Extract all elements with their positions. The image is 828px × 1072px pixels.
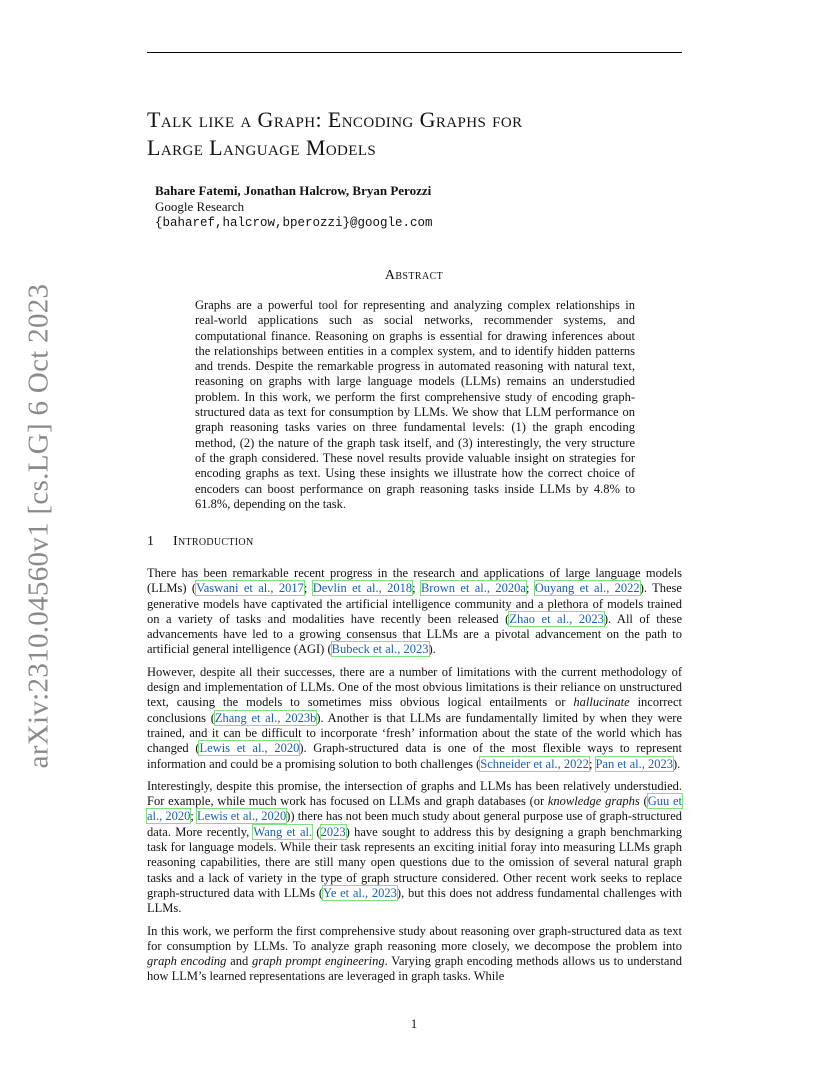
emphasis: hallucinate [573, 695, 630, 710]
text-run: ). These generative models have captivated the artificial intelligence community and a plethora of models trained on a variety of tasks and modalities have recently been released ( [147, 581, 682, 626]
citation-link[interactable]: Pan et al., 2023 [595, 756, 673, 771]
text-run: However, despite all their successes, there are a number of limitations with the current methodology of design and implementation of LLMs. One of the most obvious limitations is their reliance on unstructured text, causing the models to sometimes miss obvious logical entailments or [147, 664, 682, 710]
paper-title [147, 106, 707, 162]
author-email: {baharef,halcrow,bperozzi}@google.com [155, 216, 433, 230]
paragraph-1 [147, 566, 682, 658]
text-run: ; [190, 809, 198, 824]
emphasis: knowledge graphs [547, 794, 640, 809]
text-run: Interestingly, despite this promise, the intersection of graphs and LLMs has been relatively understudied. For example, while much work has focused on LLMs and graph databases (or [147, 778, 682, 809]
citation-link[interactable]: 2023 [320, 824, 346, 839]
text-run: ). Another is that LLMs are fundamentally limited by when they were trained, and it can be difficult to incorporate ‘fresh’ information about the state of the world which has changed ( [147, 710, 682, 756]
citation-link[interactable]: Ye et al., 2023 [323, 885, 397, 900]
paragraph-4 [147, 924, 682, 985]
text-run: ; [588, 756, 596, 771]
abstract-heading: Abstract [384, 268, 444, 283]
citation-link[interactable]: Lewis et al., 2020 [197, 809, 287, 824]
citation-link[interactable]: Vaswani et al., 2017 [196, 581, 304, 596]
text-run: ). [672, 756, 681, 771]
text-run: ; [412, 581, 421, 596]
text-run: ), but this does not address fundamental challenges with LLMs. [147, 885, 683, 916]
abstract-text: Graphs are a powerful tool for representing and analyzing complex relationships in real-world applications such as social networks, recommender systems, and computational finance. Reasoning on graphs is essential for drawing inferences about the relationships between entities in a complex system, and to identify hidden patterns and trends. Despite the remarkable progress in automated reasoning with natural text, reasoning on graphs with large language models (LLMs) remains an understudied problem. In this work, we perform the first comprehensive study of encoding graph-structured data as text for consumption by LLMs. We show that LLM performance on graph reasoning tasks varies on three fundamental levels: (1) the graph encoding method, (2) the nature of the graph task itself, and (3) interestingly, the very structure of the graph considered. These novel results provide valuable insight on strategies for encoding graphs as text. Using these insights we illustrate how the correct choice of encoders can boost performance on graph reasoning tasks inside LLMs by 4.8% to 61.8%, depending on the task. [195, 298, 635, 511]
top-rule [147, 52, 682, 53]
title-line-2: Large Language Models [147, 135, 377, 160]
citation-link[interactable]: Brown et al., 2020a [420, 581, 526, 596]
arxiv-sidebar [14, 283, 64, 769]
text-run: ). All of these advancements have led to a growing consensus that LLMs are a pivotal advancement on the path to artificial general intelligence (AGI) ( [147, 611, 682, 657]
text-run: ). [428, 642, 436, 657]
citation-link[interactable]: Devlin et al., 2018 [312, 581, 413, 596]
page-number: 1 [410, 1016, 418, 1031]
citation-link[interactable]: Schneider et al., 2022 [480, 756, 589, 771]
section-title: Introduction [173, 534, 254, 549]
text-run: ; [303, 581, 313, 596]
arxiv-identifier: arXiv:2310.04560v1 [cs.LG] 6 Oct 2023 [22, 283, 55, 769]
text-run: ) have sought to address this by designing a graph benchmarking task for language models. While their task represents an exciting initial foray into measuring LLMs graph reasoning capabilities, there are still many open questions due to the omission of several natural graph tasks and a lack of variety in the type of graph structure considered. Other recent work seeks to replace graph-structured data with LLMs ( [147, 824, 683, 900]
emphasis: graph encoding [147, 954, 227, 969]
citation-link[interactable]: Bubeck et al., 2023 [331, 642, 429, 657]
text-run: )) there has not been much study about general purpose use of graph-structured data. More recently, [147, 809, 682, 839]
title-line-1: Talk like a Graph: Encoding Graphs for [147, 107, 523, 132]
paragraph-2 [147, 665, 682, 772]
section-heading [147, 534, 253, 550]
author-names: Bahare Fatemi, Jonathan Halcrow, Bryan Perozzi [155, 183, 432, 198]
text-run: There has been remarkable recent progress in the research and applications of large language models (LLMs) ( [147, 566, 682, 596]
citation-link[interactable]: Zhang et al., 2023b [214, 710, 317, 725]
citation-link[interactable]: Ouyang et al., 2022 [534, 581, 640, 596]
citation-link[interactable]: Wang et al. [253, 824, 313, 839]
text-run: ; [525, 581, 535, 596]
citation-link[interactable]: Zhao et al., 2023 [509, 611, 604, 626]
text-run: incorrect conclusions ( [147, 695, 683, 725]
citation-link[interactable]: Lewis et al., 2020 [199, 741, 300, 756]
author-block [155, 183, 433, 231]
author-affiliation: Google Research [155, 199, 245, 214]
text-run: In this work, we perform the first comprehensive study about reasoning over graph-structured data as text for consumption by LLMs. To analyze graph reasoning more closely, we decompose the problem into [147, 923, 682, 953]
text-run: ( [312, 824, 321, 839]
text-run: and [226, 954, 252, 969]
citation-link[interactable]: Guu et al., 2020 [147, 794, 682, 824]
text-run: ). Graph-structured data is one of the most flexible ways to represent information and could be a promising solution to both challenges ( [147, 741, 682, 771]
text-run: . Varying graph encoding methods allows us to understand how LLM’s learned representations are leveraged in graph tasks. While [147, 954, 682, 984]
paragraph-3 [147, 779, 682, 917]
section-number: 1 [147, 534, 155, 549]
body-text [147, 566, 682, 992]
text-run: ( [639, 794, 648, 809]
emphasis: graph prompt engineering [251, 954, 385, 969]
